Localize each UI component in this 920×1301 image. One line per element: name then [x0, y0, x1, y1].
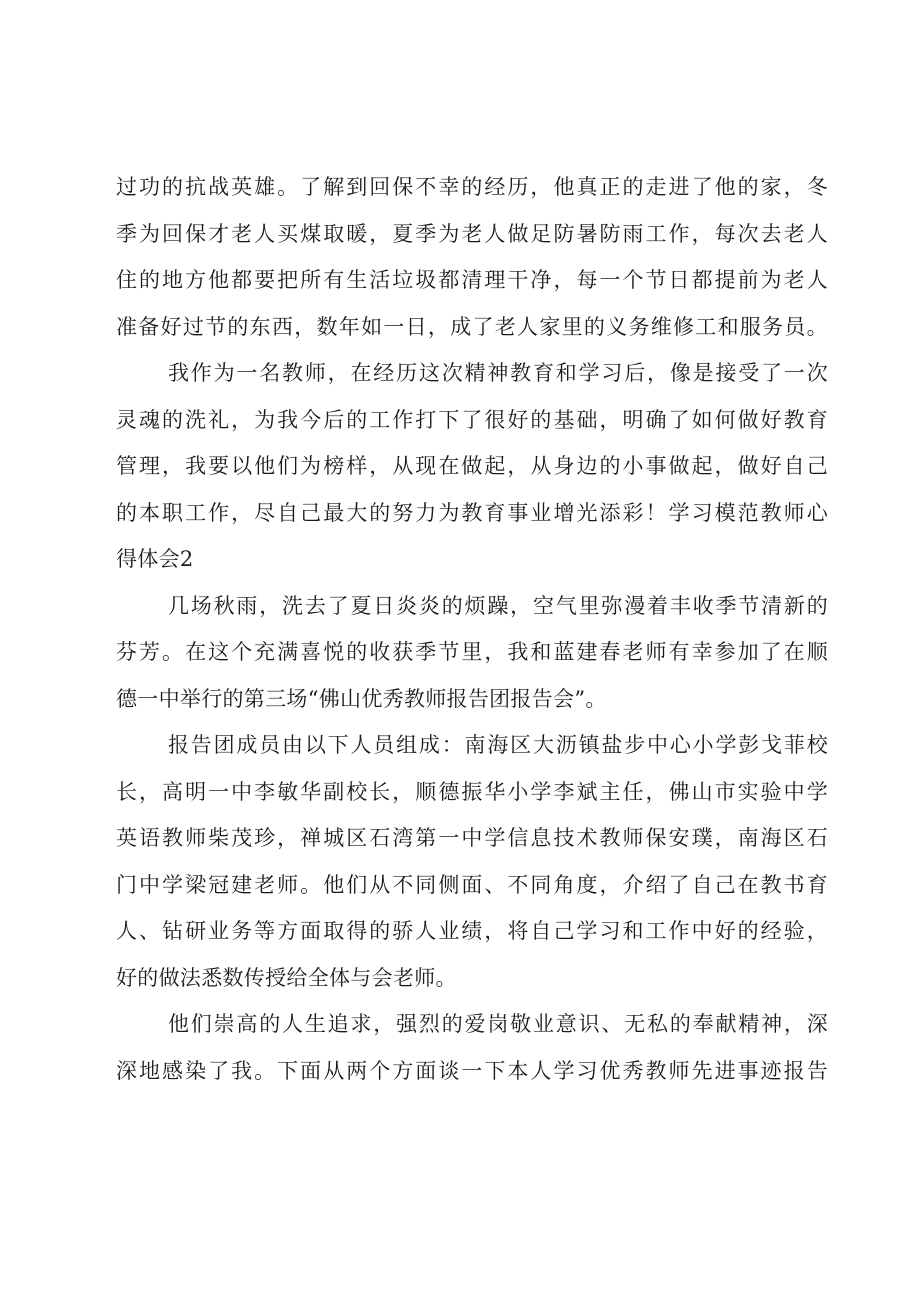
text-line: 我作为一名教师，在经历这次精神教育和学习后，像是接受了一次 [168, 361, 828, 385]
text-line: 的本职工作，尽自己最大的努力为教育事业增光添彩！学习模范教师心 [116, 500, 828, 525]
text-line: 门中学梁冠建老师。他们从不同侧面、不同角度，介绍了自己在教书育 [116, 872, 828, 897]
text-line: 准备好过节的东西，数年如一日，成了老人家里的义务维修工和服务员。 [116, 314, 828, 339]
paragraph [116, 350, 828, 583]
text-line: 季为回保才老人买煤取暖，夏季为老人做足防暑防雨工作，每次去老人 [116, 221, 828, 246]
text-line: 报告团成员由以下人员组成：南海区大沥镇盐步中心小学彭戈菲校 [168, 733, 828, 757]
text-line: 过功的抗战英雄。了解到回保不幸的经历，他真正的走进了他的家，冬 [116, 175, 828, 199]
text-line: 深地感染了我。下面从两个方面谈一下本人学习优秀教师先进事迹报告 [116, 1058, 828, 1083]
text-line: 芬芳。在这个充满喜悦的收获季节里，我和蓝建春老师有幸参加了在顺 [116, 640, 828, 664]
paragraph [116, 1001, 828, 1094]
text-line: 德一中举行的第三场“佛山优秀教师报告团报告会”。 [116, 686, 607, 711]
text-line: 住的地方他都要把所有生活垃圾都清理干净，每一个节日都提前为老人 [116, 268, 828, 292]
document-body [116, 164, 828, 1094]
paragraph [116, 722, 828, 1001]
text-line: 好的做法悉数传授给全体与会老师。 [116, 965, 457, 990]
text-line: 人、钻研业务等方面取得的骄人业绩，将自己学习和工作中好的经验， [116, 919, 828, 943]
text-line: 长，高明一中李敏华副校长，顺德振华小学李斌主任，佛山市实验中学 [116, 779, 828, 804]
text-line: 几场秋雨，洗去了夏日炎炎的烦躁，空气里弥漫着丰收季节清新的 [168, 593, 828, 618]
text-line: 灵魂的洗礼，为我今后的工作打下了很好的基础，明确了如何做好教育 [116, 407, 828, 432]
text-line: 管理，我要以他们为榜样，从现在做起，从身边的小事做起，做好自己 [116, 454, 828, 478]
text-line: 英语教师柴茂珍，禅城区石湾第一中学信息技术教师保安璞，南海区石 [116, 826, 828, 850]
paragraph [116, 164, 828, 350]
paragraph [116, 583, 828, 723]
text-line: 得体会2 [116, 547, 194, 571]
text-line: 他们崇高的人生追求，强烈的爱岗敬业意识、无私的奉献精神，深 [168, 1012, 828, 1036]
